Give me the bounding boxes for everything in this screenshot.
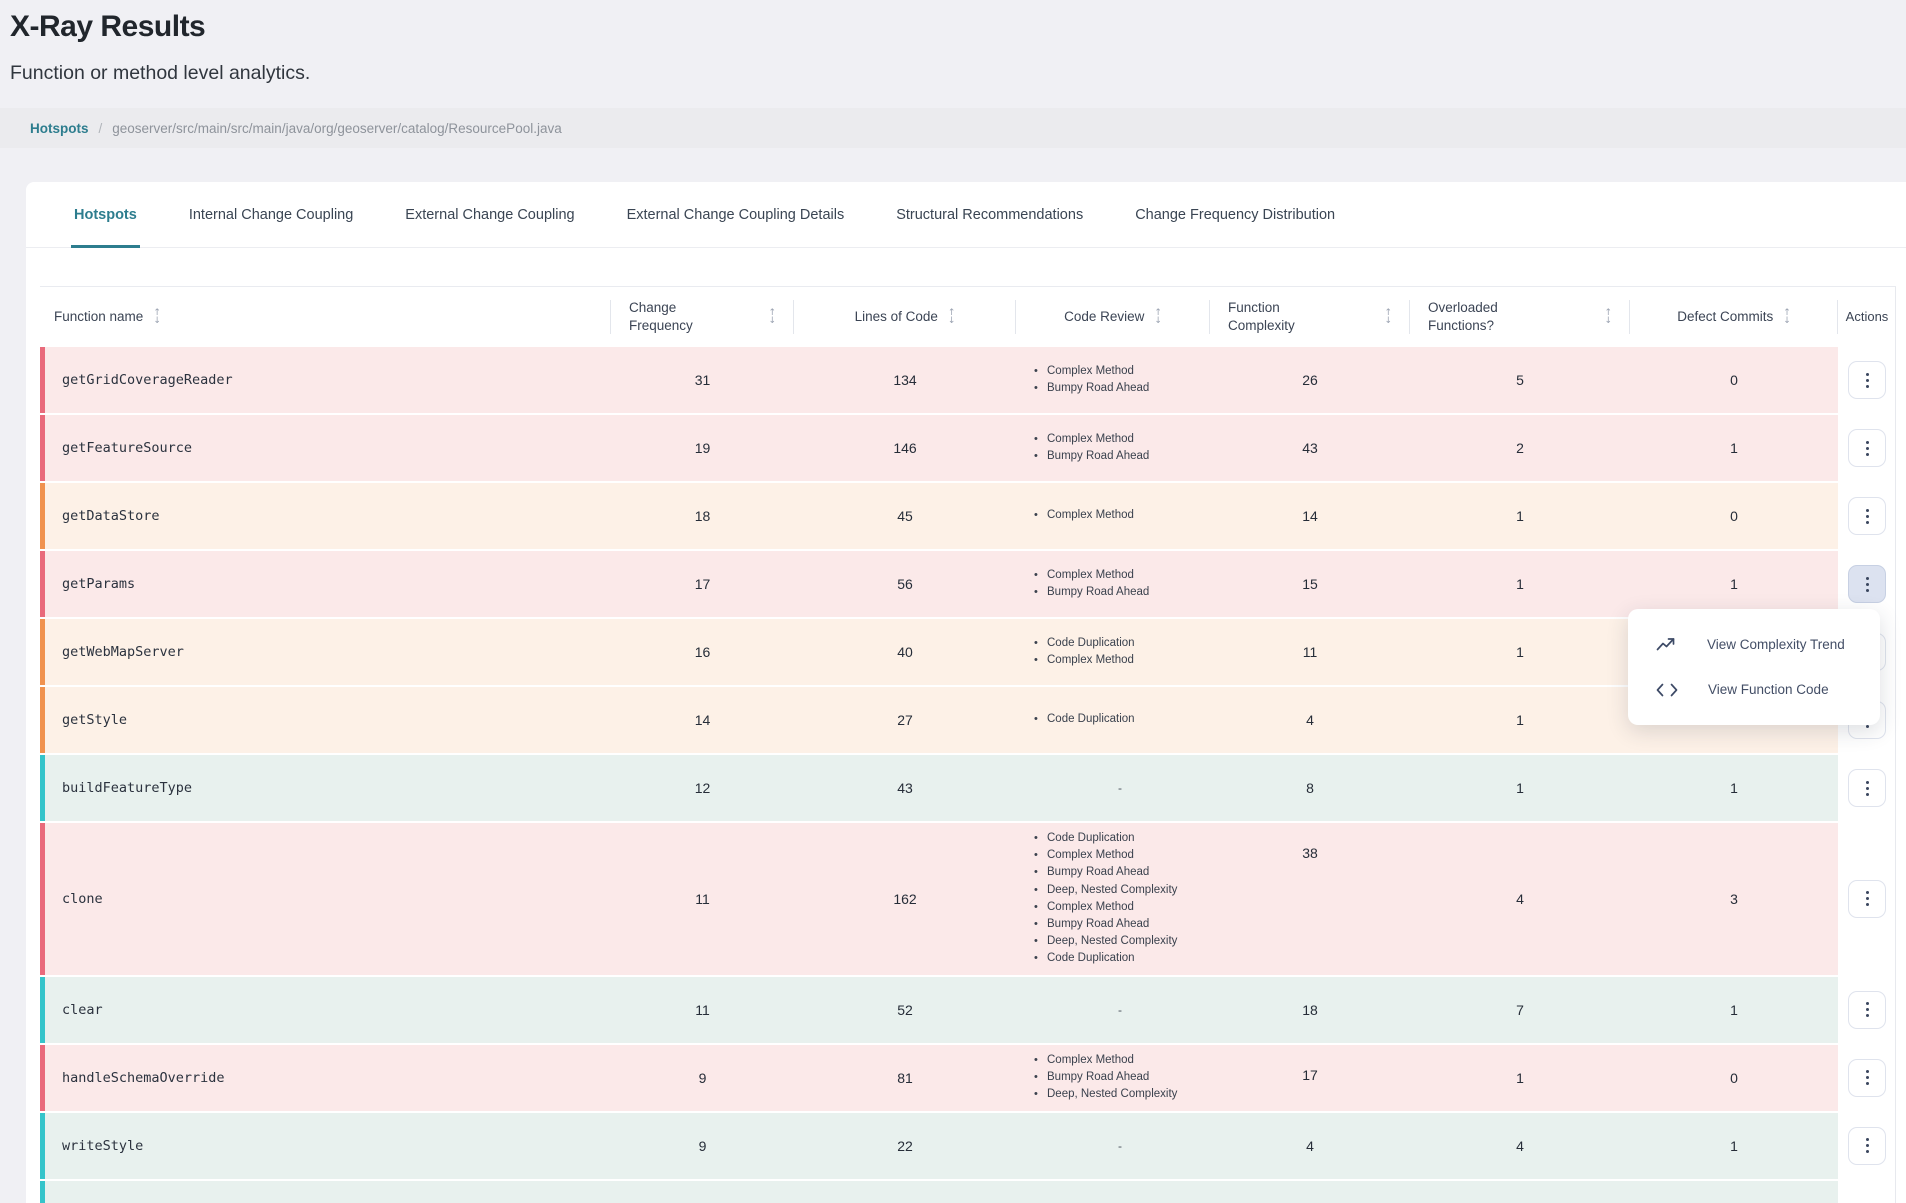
code-review-cell <box>1016 977 1210 1043</box>
overloaded-functions-cell: 5 <box>1516 372 1524 388</box>
function-complexity-cell: 4 <box>1306 712 1314 728</box>
column-label: Defect Commits <box>1677 308 1774 324</box>
code-review-item: • Complex Method <box>1034 847 1177 864</box>
column-label: Overloaded Functions? <box>1428 299 1498 333</box>
actions-cell <box>1838 551 1896 617</box>
column-header-lines-of-code[interactable] <box>794 287 1016 347</box>
code-review-cell <box>1016 415 1210 481</box>
code-review-cell <box>1016 687 1210 753</box>
code-review-item: • Complex Method <box>1034 899 1177 916</box>
defect-commits-cell: 1 <box>1730 780 1738 796</box>
column-label: Function name <box>54 308 144 324</box>
empty-marker: - <box>1118 1138 1122 1153</box>
change-frequency-cell: 12 <box>694 780 711 796</box>
function-complexity-cell: 17 <box>1302 1066 1318 1083</box>
overloaded-functions-cell <box>1410 1181 1630 1203</box>
function-name-cell: writeStyle <box>62 1137 144 1154</box>
row-colored-area <box>40 551 1838 617</box>
column-header-function-name[interactable] <box>40 287 611 347</box>
defect-commits-cell: 0 <box>1730 372 1738 388</box>
row-colored-area <box>40 687 1838 753</box>
code-review-list <box>1034 1052 1177 1104</box>
code-review-list <box>1034 363 1149 397</box>
lines-of-code-cell <box>794 1181 1016 1203</box>
column-header-actions <box>1838 287 1896 347</box>
function-name-cell: getParams <box>62 576 136 592</box>
sort-icon[interactable]: ↑ ↓ <box>1783 308 1791 326</box>
code-review-item: • Bumpy Road Ahead <box>1034 1069 1177 1086</box>
code-review-cell <box>1016 483 1210 549</box>
tab-bar <box>26 182 1906 248</box>
function-name-cell: handleSchemaOverride <box>62 1069 225 1086</box>
menu-item-view-function-code[interactable] <box>1628 667 1880 712</box>
function-name-cell: clear <box>62 1001 103 1018</box>
code-review-cell <box>1016 1181 1210 1203</box>
change-frequency-cell: 14 <box>694 712 711 728</box>
lines-of-code-cell: 40 <box>897 644 913 660</box>
defect-commits-cell: 0 <box>1730 508 1738 524</box>
code-review-item: • Complex Method <box>1034 507 1134 524</box>
defect-commits-cell: 1 <box>1730 1137 1738 1154</box>
code-review-list <box>1034 830 1177 968</box>
lines-of-code-cell: 22 <box>897 1137 913 1154</box>
kebab-icon <box>1866 891 1869 906</box>
defect-commits-cell: 3 <box>1730 890 1738 907</box>
function-complexity-cell: 15 <box>1302 576 1318 592</box>
row-colored-area <box>40 619 1838 685</box>
change-frequency-cell: 9 <box>698 1069 707 1086</box>
sort-icon[interactable]: ↑ ↓ <box>1604 308 1612 326</box>
actions-cell <box>1838 347 1896 413</box>
change-frequency-cell: 31 <box>694 372 711 388</box>
function-complexity-cell: 11 <box>1302 644 1318 660</box>
code-review-item: • Bumpy Road Ahead <box>1034 864 1177 881</box>
column-header-change-frequency[interactable] <box>611 287 794 347</box>
row-colored-area <box>40 1181 1838 1203</box>
row-actions-button[interactable] <box>1848 429 1886 467</box>
tab-label: Internal Change Coupling <box>188 206 354 223</box>
breadcrumb-path: geoserver/src/main/src/main/java/org/geoserver/catalog/ResourcePool.java <box>112 120 562 136</box>
kebab-icon <box>1866 577 1869 592</box>
function-name-cell: getWebMapServer <box>62 644 184 660</box>
menu-item-label: View Function Code <box>1708 682 1829 697</box>
code-review-list <box>1034 567 1149 601</box>
row-actions-button[interactable] <box>1848 880 1886 918</box>
actions-context-menu <box>1628 609 1880 725</box>
overloaded-functions-cell: 2 <box>1516 440 1524 456</box>
breadcrumb-link-hotspots[interactable]: Hotspots <box>30 120 89 136</box>
table-row <box>40 1045 1896 1111</box>
overloaded-functions-cell: 7 <box>1516 1001 1524 1018</box>
menu-item-label: View Complexity Trend <box>1707 637 1845 652</box>
function-complexity-cell: 14 <box>1302 508 1318 524</box>
sort-icon[interactable]: ↑ ↓ <box>947 308 956 326</box>
row-actions-button[interactable] <box>1848 769 1886 807</box>
code-review-item: • Deep, Nested Complexity <box>1034 882 1177 899</box>
kebab-icon <box>1866 1002 1869 1017</box>
kebab-icon <box>1866 1138 1869 1153</box>
row-colored-area <box>40 483 1838 549</box>
tab-label: External Change Coupling Details <box>626 206 845 223</box>
lines-of-code-cell: 56 <box>897 576 913 592</box>
row-actions-button[interactable] <box>1848 565 1886 603</box>
tab-label: External Change Coupling <box>405 206 575 223</box>
code-review-item: • Code Duplication <box>1034 830 1177 847</box>
column-header-code-review[interactable] <box>1016 287 1210 347</box>
defect-commits-cell: 0 <box>1730 1069 1738 1086</box>
tab-structural-recommendations[interactable] <box>870 182 1109 247</box>
kebab-icon <box>1866 509 1869 524</box>
code-review-list <box>1034 507 1134 524</box>
overloaded-functions-cell: 1 <box>1516 508 1524 524</box>
code-review-item: • Complex Method <box>1034 567 1149 584</box>
code-review-cell <box>1016 619 1210 685</box>
trend-up-icon <box>1656 637 1677 652</box>
sort-icon[interactable]: ↑ ↓ <box>153 308 161 326</box>
row-colored-area <box>40 755 1838 821</box>
change-frequency-cell: 19 <box>694 440 711 456</box>
overloaded-functions-cell: 4 <box>1516 1137 1524 1154</box>
overloaded-functions-cell: 1 <box>1516 1069 1524 1086</box>
hotspots-table <box>40 286 1896 1203</box>
code-review-list <box>1034 711 1135 728</box>
actions-cell <box>1838 823 1896 975</box>
defect-commits-cell: 1 <box>1730 440 1738 456</box>
function-name-cell: getDataStore <box>62 508 160 524</box>
tab-label: Structural Recommendations <box>896 206 1084 223</box>
actions-cell <box>1838 1045 1896 1111</box>
tab-change-frequency-distribution[interactable] <box>1109 182 1361 247</box>
actions-cell <box>1838 1181 1896 1203</box>
page-title: X-Ray Results <box>10 10 206 43</box>
defect-commits-cell <box>1630 1181 1838 1203</box>
table-row <box>40 755 1896 821</box>
row-colored-area <box>40 977 1838 1043</box>
code-review-item: • Bumpy Road Ahead <box>1034 448 1149 465</box>
lines-of-code-cell: 27 <box>897 712 913 728</box>
change-frequency-cell: 16 <box>694 644 711 660</box>
lines-of-code-cell: 134 <box>893 372 917 388</box>
lines-of-code-cell: 162 <box>893 890 917 907</box>
column-header-defect-commits[interactable] <box>1630 287 1838 347</box>
page-header <box>0 0 1906 85</box>
lines-of-code-cell: 146 <box>893 440 917 456</box>
code-review-item: • Deep, Nested Complexity <box>1034 1086 1177 1103</box>
actions-cell <box>1838 977 1896 1043</box>
function-complexity-cell: 26 <box>1302 372 1318 388</box>
function-name-cell: clone <box>62 890 103 907</box>
function-complexity-cell: 4 <box>1306 1137 1314 1154</box>
function-name-cell <box>45 1181 611 1203</box>
kebab-icon <box>1866 373 1869 388</box>
code-review-item: • Complex Method <box>1034 431 1149 448</box>
code-review-item: • Bumpy Road Ahead <box>1034 916 1177 933</box>
code-review-item: • Bumpy Road Ahead <box>1034 380 1149 397</box>
change-frequency-cell <box>611 1181 794 1203</box>
overloaded-functions-cell: 1 <box>1516 644 1524 660</box>
table-row <box>40 619 1896 685</box>
tab-label: Change Frequency Distribution <box>1135 206 1336 223</box>
function-name-cell: getStyle <box>62 712 128 728</box>
column-header-overloaded-functions[interactable] <box>1410 287 1630 347</box>
code-review-item: • Complex Method <box>1034 652 1135 669</box>
tab-internal-change-coupling[interactable] <box>163 182 379 247</box>
code-review-list <box>1034 635 1135 669</box>
function-name-cell: buildFeatureType <box>62 780 193 796</box>
row-actions-button[interactable] <box>1848 1059 1886 1097</box>
column-label: Lines of Code <box>854 308 938 324</box>
lines-of-code-cell: 52 <box>897 1001 913 1018</box>
tab-label: Hotspots <box>74 206 137 223</box>
overloaded-functions-cell: 4 <box>1516 890 1524 907</box>
row-colored-area <box>40 1045 1838 1111</box>
lines-of-code-cell: 81 <box>897 1069 913 1086</box>
change-frequency-cell: 9 <box>698 1137 707 1154</box>
breadcrumb <box>0 108 1906 148</box>
overloaded-functions-cell: 1 <box>1516 780 1524 796</box>
empty-marker: - <box>1118 1002 1122 1017</box>
function-complexity-cell: 8 <box>1306 780 1314 796</box>
code-review-item: • Complex Method <box>1034 1052 1177 1069</box>
lines-of-code-cell: 43 <box>897 780 913 796</box>
actions-cell <box>1838 483 1896 549</box>
function-name-cell: getFeatureSource <box>62 440 193 456</box>
actions-cell <box>1838 415 1896 481</box>
kebab-icon <box>1866 441 1869 456</box>
change-frequency-cell: 11 <box>695 1001 710 1018</box>
table-row <box>40 347 1896 413</box>
code-review-cell <box>1016 347 1210 413</box>
table-header-row <box>40 287 1896 347</box>
code-review-item: • Code Duplication <box>1034 950 1177 967</box>
row-colored-area <box>40 347 1838 413</box>
table-row <box>40 687 1896 753</box>
row-colored-area <box>40 823 1838 975</box>
tab-hotspots[interactable] <box>48 182 163 247</box>
row-actions-button[interactable] <box>1848 497 1886 535</box>
page-subtitle: Function or method level analytics. <box>10 62 311 84</box>
table-row <box>40 551 1896 617</box>
actions-cell <box>1838 1113 1896 1179</box>
column-label: Function Complexity <box>1228 299 1295 333</box>
function-complexity-cell: 43 <box>1302 440 1318 456</box>
defect-commits-cell: 1 <box>1730 1001 1738 1018</box>
tab-external-change-coupling-details[interactable] <box>601 182 871 247</box>
table-body <box>40 347 1896 1203</box>
row-actions-button[interactable] <box>1848 361 1886 399</box>
kebab-icon <box>1866 781 1869 796</box>
code-review-item: • Code Duplication <box>1034 635 1135 652</box>
function-complexity-cell <box>1210 1181 1410 1203</box>
code-review-cell <box>1016 1113 1210 1179</box>
defect-commits-cell: 1 <box>1730 576 1738 592</box>
sort-icon[interactable]: ↑ ↓ <box>1154 308 1162 326</box>
function-complexity-cell: 18 <box>1302 1001 1318 1018</box>
table-row <box>40 415 1896 481</box>
breadcrumb-separator: / <box>98 120 103 136</box>
column-label: Code Review <box>1064 308 1145 324</box>
table-row <box>40 977 1896 1043</box>
sort-icon[interactable]: ↑ ↓ <box>1384 308 1392 326</box>
change-frequency-cell: 17 <box>694 576 711 592</box>
code-review-item: • Complex Method <box>1034 363 1149 380</box>
row-actions-button[interactable] <box>1848 991 1886 1029</box>
sort-icon[interactable]: ↑ ↓ <box>768 308 776 326</box>
empty-marker: - <box>1118 781 1122 795</box>
table-row <box>40 1113 1896 1179</box>
kebab-icon <box>1866 1070 1869 1085</box>
code-review-item: • Code Duplication <box>1034 711 1135 728</box>
change-frequency-cell: 18 <box>694 508 711 524</box>
code-brackets-icon <box>1656 683 1678 697</box>
column-label: Actions <box>1845 309 1889 325</box>
overloaded-functions-cell: 1 <box>1516 712 1524 728</box>
code-review-cell <box>1016 755 1210 821</box>
row-colored-area <box>40 1113 1838 1179</box>
code-review-list <box>1034 431 1149 465</box>
function-name-cell: getGridCoverageReader <box>62 372 233 388</box>
function-complexity-cell: 38 <box>1302 845 1318 861</box>
lines-of-code-cell: 45 <box>897 508 913 524</box>
row-actions-button[interactable] <box>1848 1127 1886 1165</box>
table-row <box>40 1181 1896 1203</box>
row-colored-area <box>40 415 1838 481</box>
code-review-item: • Deep, Nested Complexity <box>1034 933 1177 950</box>
results-card <box>26 182 1906 1203</box>
menu-item-view-complexity-trend[interactable] <box>1628 622 1880 667</box>
code-review-cell <box>1016 1045 1210 1111</box>
tab-external-change-coupling[interactable] <box>379 182 600 247</box>
code-review-item: • Bumpy Road Ahead <box>1034 584 1149 601</box>
actions-cell <box>1838 755 1896 821</box>
code-review-cell <box>1016 823 1210 975</box>
table-row <box>40 483 1896 549</box>
code-review-cell <box>1016 551 1210 617</box>
column-header-function-complexity[interactable] <box>1210 287 1410 347</box>
column-label: Change Frequency <box>629 299 693 333</box>
change-frequency-cell: 11 <box>695 890 710 907</box>
table-row <box>40 823 1896 975</box>
overloaded-functions-cell: 1 <box>1516 576 1524 592</box>
